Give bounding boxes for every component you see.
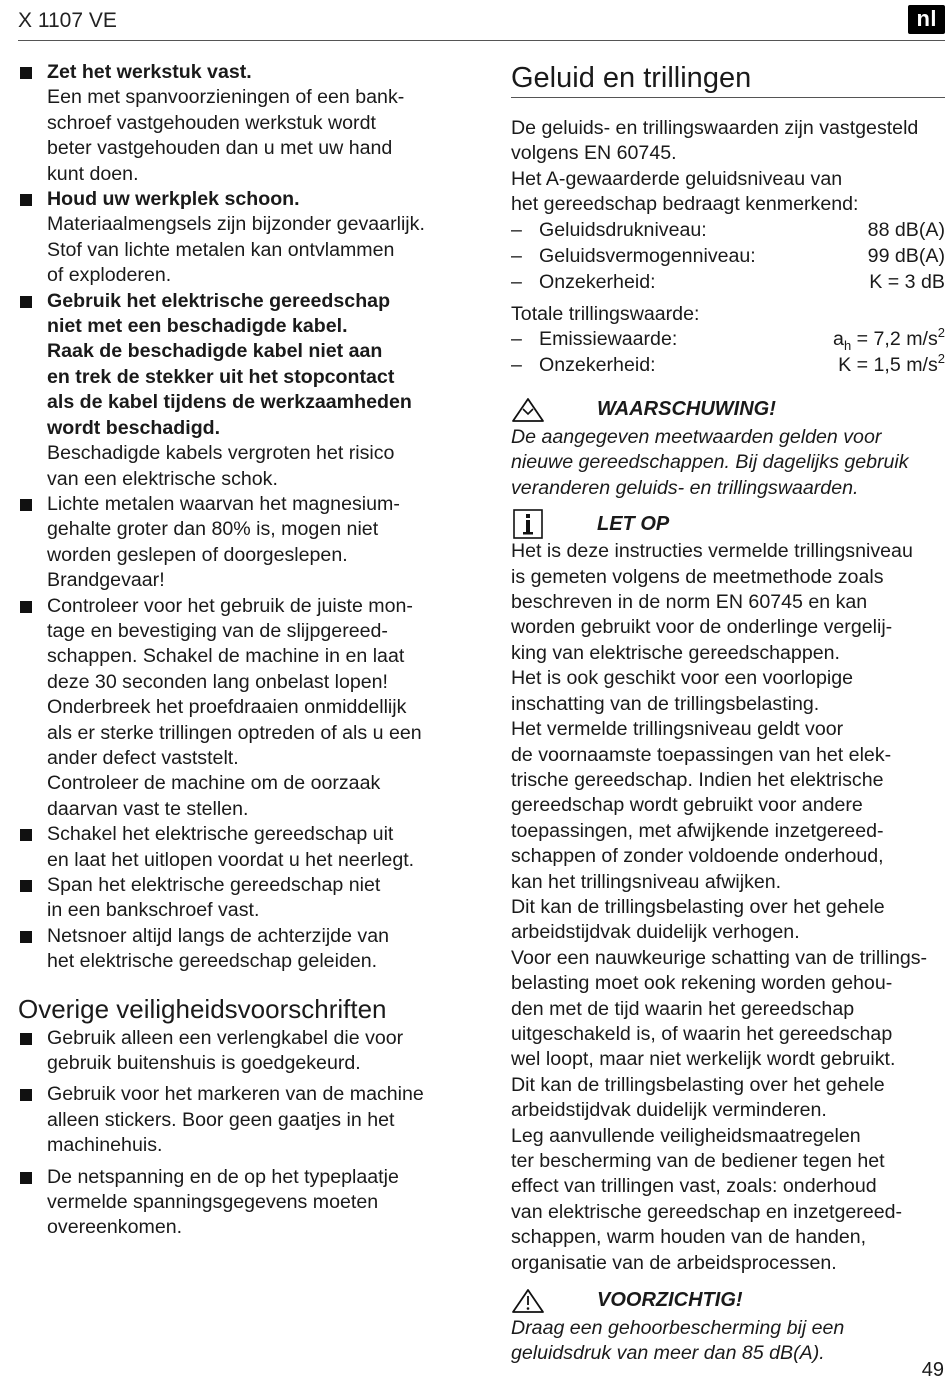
bullet-square-icon (20, 1172, 32, 1184)
spec-dash: – (511, 244, 522, 267)
bullet-text: Netsnoer altijd langs de achterzijde van het elektrische gereedschap geleiden. (47, 924, 390, 973)
warning-text: De aangegeven meetwaarden gelden voor nieuwe gereedschappen. Bij dagelijks gebruik veranderen geluids- en trillingswaarden. (511, 426, 909, 499)
list-item (18, 187, 458, 289)
list-item (18, 924, 458, 975)
caution-text: Draag een gehoorbescherming bij een geluidsdruk van meer dan 85 dB(A). (511, 1317, 845, 1365)
right-column (511, 60, 945, 1367)
spec-row (511, 270, 945, 296)
bullet-text: Schakel het elektrische gereedschap uit en laat het uitlopen voordat u het neerlegt. (47, 823, 415, 871)
spec-value (838, 353, 945, 378)
spec-label: Geluidsvermogenniveau: (539, 244, 756, 267)
bullet-lead: Zet het werkstuk vast. (47, 61, 252, 83)
warning-header (511, 395, 945, 425)
list-item (18, 60, 458, 187)
bullet-square-icon (20, 829, 32, 841)
spec-dash: – (511, 328, 522, 351)
note-header (511, 509, 945, 539)
spec-symbol: a (833, 328, 844, 351)
bullet-square-icon (20, 1089, 32, 1101)
spec-row (511, 327, 945, 353)
spec-dash: – (511, 218, 522, 241)
caution-header (511, 1286, 945, 1316)
intro-text: De geluids- en trillingswaarden zijn vastgesteld volgens EN 60745. Het A-gewaarderde geluidsniveau van het gereedschap bedraagt kenmerkend: (511, 117, 919, 216)
bullet-text: Beschadigde kabels vergroten het risico van een elektrische schok. (47, 442, 395, 490)
bullet-text: Controleer voor het gebruik de juiste mon- tage en bevestiging van de slijpgereed- schappen. Schakel de machine in en laat deze 30 seconden lang onbelast lopen! Onderbreek het proefdraaien onmiddellijk als er sterke trillingen optreden of als u een ander defect vaststelt. Controleer de machine om de oorzaak daarvan vast te stellen. (47, 594, 422, 820)
spec-value: K = 3 dB (869, 270, 945, 293)
page-header (0, 0, 950, 42)
spec-number: = 7,2 m/s (851, 328, 938, 351)
warning-triangle-icon (511, 397, 547, 423)
other-safety-list (18, 1026, 458, 1241)
bullet-lead: Gebruik het elektrische gereedschap niet met een beschadigde kabel. Raak de beschadigde kabel niet aan en trek de stekker uit het stopcontact als de kabel tijdens de werkzaamheden wordt beschadigd. (47, 289, 412, 439)
list-item (18, 1082, 458, 1158)
bullet-square-icon (20, 499, 32, 511)
list-item (18, 289, 458, 492)
sound-specs (511, 218, 945, 296)
spec-number: K = 1,5 m/s (838, 354, 938, 377)
bullet-square-icon (20, 931, 32, 943)
bullet-square-icon (20, 194, 32, 206)
spec-row (511, 218, 945, 244)
list-item (18, 1026, 458, 1077)
spec-superscript: 2 (937, 351, 945, 367)
list-item (18, 594, 458, 823)
safety-list (18, 60, 458, 975)
warning-title: WAARSCHUWING! (597, 398, 776, 421)
spec-row (511, 244, 945, 270)
section-title-noise-vibration: Geluid en trillingen (511, 60, 945, 98)
bullet-square-icon (20, 67, 32, 79)
bullet-text: Een met spanvoorzieningen of een bank- schroef vastgehouden werkstuk wordt beter vastgehouden dan u met uw hand kunt doen. (47, 86, 405, 185)
vibration-specs (511, 327, 945, 379)
left-column (18, 60, 458, 1247)
spec-dash: – (511, 270, 522, 293)
spec-label: Onzekerheid: (539, 270, 656, 293)
bullet-square-icon (20, 880, 32, 892)
bullet-text: Gebruik voor het markeren van de machine alleen stickers. Boor geen gaatjes in het machinehuis. (47, 1083, 424, 1157)
list-item (18, 1165, 458, 1241)
section-title-other-safety: Overige veiligheidsvoorschriften (18, 993, 387, 1024)
spec-label: Onzekerheid: (539, 354, 656, 377)
spec-subscript: h (843, 338, 852, 354)
bullet-square-icon (20, 1033, 32, 1045)
list-item (18, 873, 458, 924)
spec-superscript: 2 (937, 325, 945, 341)
spec-label: Geluidsdrukniveau: (539, 218, 707, 241)
bullet-square-icon (20, 601, 32, 613)
note-text: Het is deze instructies vermelde trillingsniveau is gemeten volgens de meetmethode zoals beschreven in de norm EN 60745 en kan worden gebruikt voor de onderlinge vergelij- king van elektrische gereedschappen. Het is ook geschikt voor een voorlopige inschatting van de trillingsbelasting. Het vermelde trillingsniveau geldt voor de voornaamste toepassingen van het elek- trische gereedschap. Indien het elektrische gereedschap wordt gebruikt voor andere toepassingen, met afwijkende inzetgereed- schappen of zonder voldoende onderhoud, kan het trillingsniveau afwijken. Dit kan de trillingsbelasting over het gehele arbeidstijdvak duidelijk verhogen. Voor een nauwkeurige schatting van de trillings- belasting moet ook rekening worden gehou- den met de tijd waarin het gereedschap uitgeschakeld is, of waarin het gereedschap wel loopt, maar niet werkelijk wordt gebruikt. Dit kan de trillingsbelasting over het gehele arbeidstijdvak duidelijk verminderen. Leg aanvullende veiligheidsmaatregelen ter bescherming van de bediener tegen het effect van trillingen vast, zoals: onderhoud van elektrische gereedschap en inzetgereed- schappen, warm houden van de handen, organisatie van de arbeidsprocessen. (511, 540, 928, 1274)
page-number: 49 (921, 1359, 944, 1381)
bullet-lead: Houd uw werkplek schoon. (47, 188, 300, 211)
model-number: X 1107 VE (18, 9, 117, 32)
spec-dash: – (511, 354, 522, 377)
spec-row (511, 353, 945, 379)
caution-title: VOORZICHTIG! (597, 1289, 743, 1312)
warning-triangle-icon (511, 1288, 547, 1314)
bullet-text: Materiaalmengsels zijn bijzonder gevaarlijk. Stof van lichte metalen kan ontvlammen of exploderen. (47, 213, 425, 287)
bullet-text: De netspanning en de op het typeplaatje vermelde spanningsgegevens moeten overeenkomen. (47, 1165, 399, 1239)
bullet-square-icon (20, 296, 32, 308)
list-item (18, 822, 458, 873)
bullet-text: Gebruik alleen een verlengkabel die voor gebruik buitenshuis is goedgekeurd. (47, 1026, 404, 1075)
header-rule (18, 40, 945, 41)
spec-label: Emissiewaarde: (539, 328, 678, 351)
bullet-text: Span het elektrische gereedschap niet in een bankschroef vast. (47, 874, 381, 922)
note-title: LET OP (597, 512, 670, 535)
vibration-title: Totale trillingswaarde: (511, 302, 700, 325)
info-icon (511, 509, 547, 539)
spec-value: 88 dB(A) (867, 218, 945, 241)
list-item (18, 492, 458, 594)
language-badge: nl (908, 5, 945, 34)
bullet-text: Lichte metalen waarvan het magnesium- gehalte groter dan 80% is, mogen niet worden geslepen of doorgeslepen. Brandgevaar! (47, 492, 400, 592)
spec-value: 99 dB(A) (867, 244, 945, 267)
